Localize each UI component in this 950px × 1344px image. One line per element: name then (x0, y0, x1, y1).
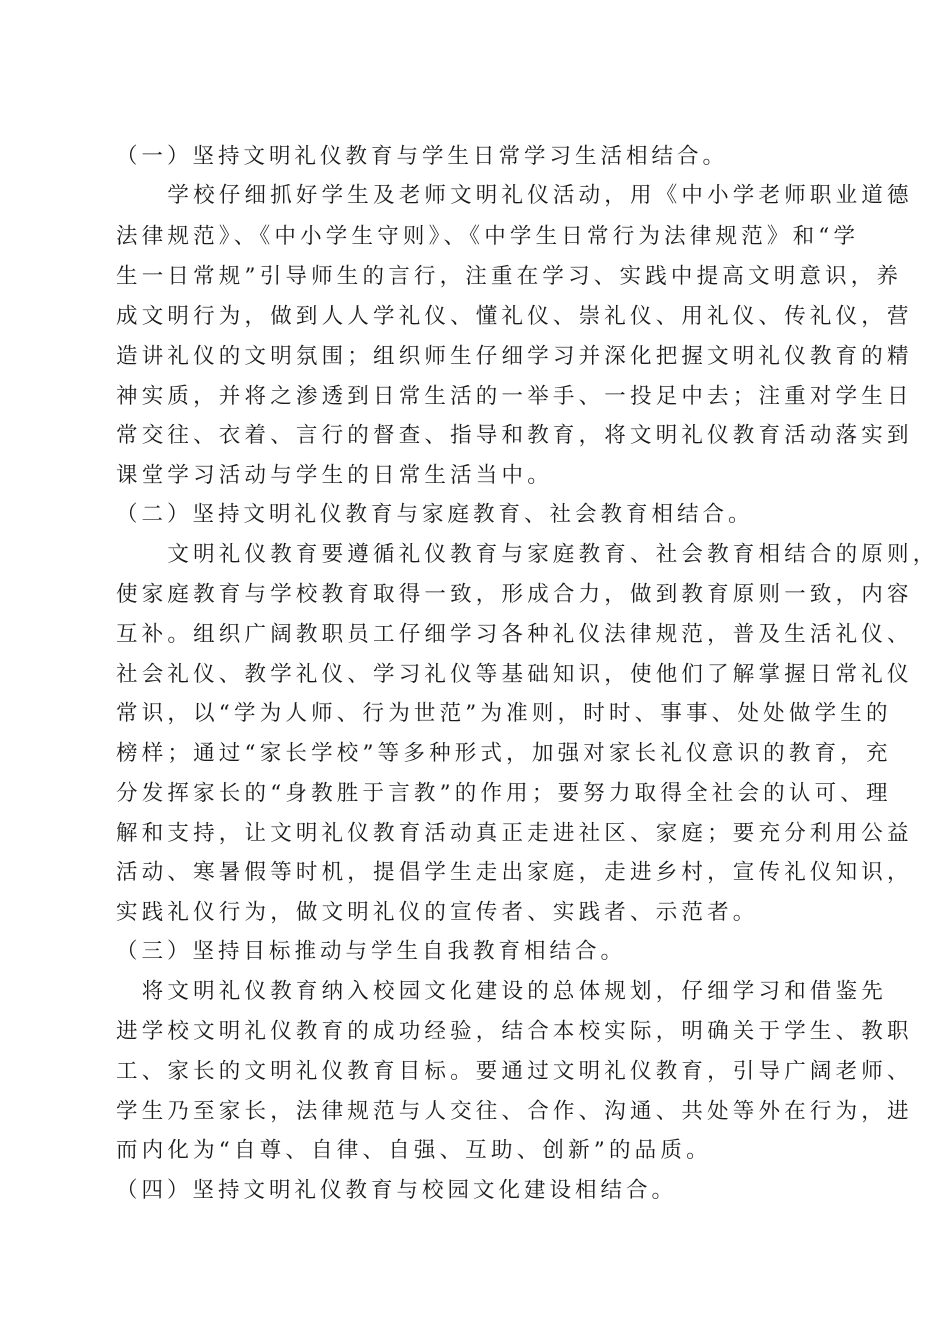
section-1-line-7: 常交往、衣着、言行的督查、指导和教育，将文明礼仪教育活动落实到 (116, 423, 913, 448)
section-2-line-9: 活动、寒暑假等时机，提倡学生走出家庭，走进乡村，宣传礼仪知识， (116, 860, 913, 885)
section-3-line-5: 而内化为“自尊、自律、自强、互助、创新”的品质。 (116, 1138, 712, 1163)
section-3-line-3: 工、家长的文明礼仪教育目标。要通过文明礼仪教育，引导广阔老师、 (116, 1059, 913, 1084)
section-2-line-6: 榜样；通过“家长学校”等多种形式，加强对家长礼仪意识的教育，充 (116, 741, 892, 766)
section-1-line-8: 课堂学习活动与学生的日常生活当中。 (116, 463, 553, 488)
section-2-line-7: 分发挥家长的“身教胜于言教”的作用；要努力取得全社会的认可、理 (116, 781, 892, 806)
section-1-line-1: 学校仔细抓好学生及老师文明礼仪活动，用《中小学老师职业道德 (116, 183, 913, 208)
section-2-line-1: 文明礼仪教育要遵循礼仪教育与家庭教育、社会教育相结合的原则， (116, 542, 939, 567)
section-2-line-5: 常识，以“学为人师、行为世范”为准则，时时、事事、处处做学生的 (116, 701, 892, 726)
section-3-line-2: 进学校文明礼仪教育的成功经验，结合本校实际，明确关于学生、教职 (116, 1019, 913, 1044)
section-3-line-4: 学生乃至家长，法律规范与人交往、合作、沟通、共处等外在行为，进 (116, 1099, 913, 1124)
section-2-line-8: 解和支持，让文明礼仪教育活动真正走进社区、家庭；要充分利用公益 (116, 821, 913, 846)
section-2-line-2: 使家庭教育与学校教育取得一致，形成合力，做到教育原则一致，内容 (116, 582, 913, 607)
section-1-heading: （一）坚持文明礼仪教育与学生日常学习生活相结合。 (116, 144, 729, 169)
section-2-line-3: 互补。组织广阔教职员工仔细学习各种礼仪法律规范，普及生活礼仪、 (116, 622, 913, 647)
section-1-line-5: 造讲礼仪的文明氛围；组织师生仔细学习并深化把握文明礼仪教育的精 (116, 344, 913, 369)
section-1-line-2: 法律规范》、《中小学生守则》、《中学生日常行为法律规范》和“学 (116, 224, 860, 249)
section-4-heading: （四）坚持文明礼仪教育与校园文化建设相结合。 (116, 1178, 678, 1203)
section-1-line-4: 成文明行为，做到人人学礼仪、懂礼仪、崇礼仪、用礼仪、传礼仪，营 (116, 304, 913, 329)
section-1-line-3: 生一日常规”引导师生的言行，注重在学习、实践中提高文明意识，养 (116, 264, 903, 289)
section-3-line-1: 将文明礼仪教育纳入校园文化建设的总体规划，仔细学习和借鉴先 (116, 979, 888, 1004)
section-1-line-6: 神实质，并将之渗透到日常生活的一举手、一投足中去；注重对学生日 (116, 384, 913, 409)
section-2-line-4: 社会礼仪、教学礼仪、学习礼仪等基础知识，使他们了解掌握日常礼仪 (116, 662, 913, 687)
section-3-heading: （三）坚持目标推动与学生自我教育相结合。 (116, 939, 627, 964)
section-2-heading: （二）坚持文明礼仪教育与家庭教育、社会教育相结合。 (116, 502, 754, 527)
section-2-line-10: 实践礼仪行为，做文明礼仪的宣传者、实践者、示范者。 (116, 900, 759, 925)
